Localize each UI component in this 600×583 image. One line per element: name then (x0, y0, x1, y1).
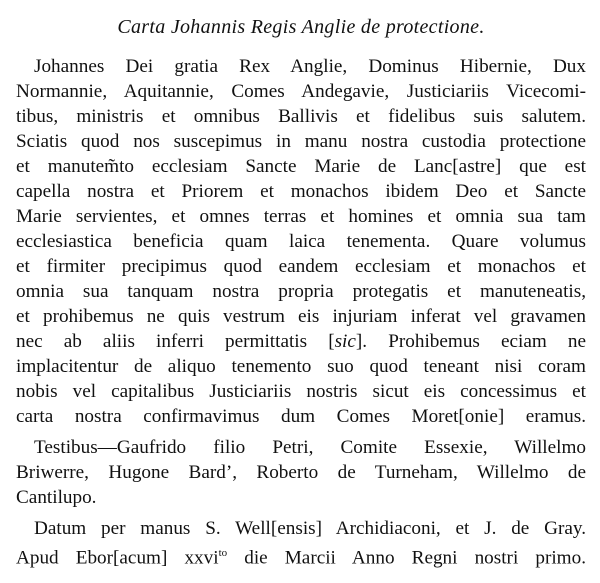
text-line: Cantilupo. (16, 487, 97, 508)
text-line: Briwerre, Hugone Bard’, Roberto de Turneham, Willelmo de (16, 462, 586, 483)
text-line: capella nostra et Priorem et monachos ibidem Deo et Sancte (16, 181, 586, 202)
text-line: et manutem̃to ecclesiam Sancte Marie de Lanc[astre] que est (16, 156, 586, 177)
text-fragment: ]. Prohibemus eciam ne (355, 331, 586, 352)
text-line: et firmiter precipimus quod eandem ecclesiam et monachos et (16, 256, 586, 277)
text-fragment: die Marcii Anno Regni nostri primo. (244, 547, 586, 569)
sic-annotation: sic (334, 331, 356, 352)
text-fragment: Apud Ebor[acum] xxvi (16, 547, 219, 569)
text-line: Johannes Dei gratia Rex Anglie, Dominus Hibernie, Dux (34, 56, 586, 77)
text-line-date (16, 541, 586, 570)
text-fragment: nec ab aliis inferri permittatis [ (16, 331, 335, 352)
text-line: implacitentur de aliquo tenemento suo quod teneant nisi coram (16, 356, 586, 377)
text-line: omnia sua tanquam nostra propria protegatis et manuteneatis, (16, 281, 586, 302)
text-line: et prohibemus ne quis vestrum eis injuriam inferat vel gravamen (16, 306, 586, 327)
document-title: Carta Johannis Regis Anglie de protectione. (117, 16, 485, 38)
text-line: ecclesiastica beneficia quam laica tenementa. Quare volumus (16, 231, 586, 252)
text-line: carta nostra confirmavimus dum Comes Moret[onie] eramus. (16, 406, 586, 427)
text-line: nobis vel capitalibus Justiciariis nostris sicut eis concessimus et (16, 381, 586, 402)
text-line: tibus, ministris et omnibus Ballivis et fidelibus suis salutem. (16, 106, 586, 127)
text-line: Testibus—Gaufrido filio Petri, Comite Essexie, Willelmo (34, 437, 586, 458)
text-line: Datum per manus S. Well[ensis] Archidiaconi, et J. de Gray. (34, 518, 586, 539)
text-line-sic (16, 329, 586, 354)
dating-paragraph (16, 516, 586, 570)
text-line: Sciatis quod nos suscepimus in manu nostra custodia protectione (16, 131, 586, 152)
text-line: Normannie, Aquitannie, Comes Andegavie, Justiciariis Vicecomi- (16, 81, 586, 102)
ordinal-superscript: to (218, 547, 228, 559)
charter-paragraph (16, 54, 586, 429)
text-line: Marie servientes, et omnes terras et homines et omnia sua tam (16, 206, 586, 227)
witness-paragraph (16, 435, 586, 510)
